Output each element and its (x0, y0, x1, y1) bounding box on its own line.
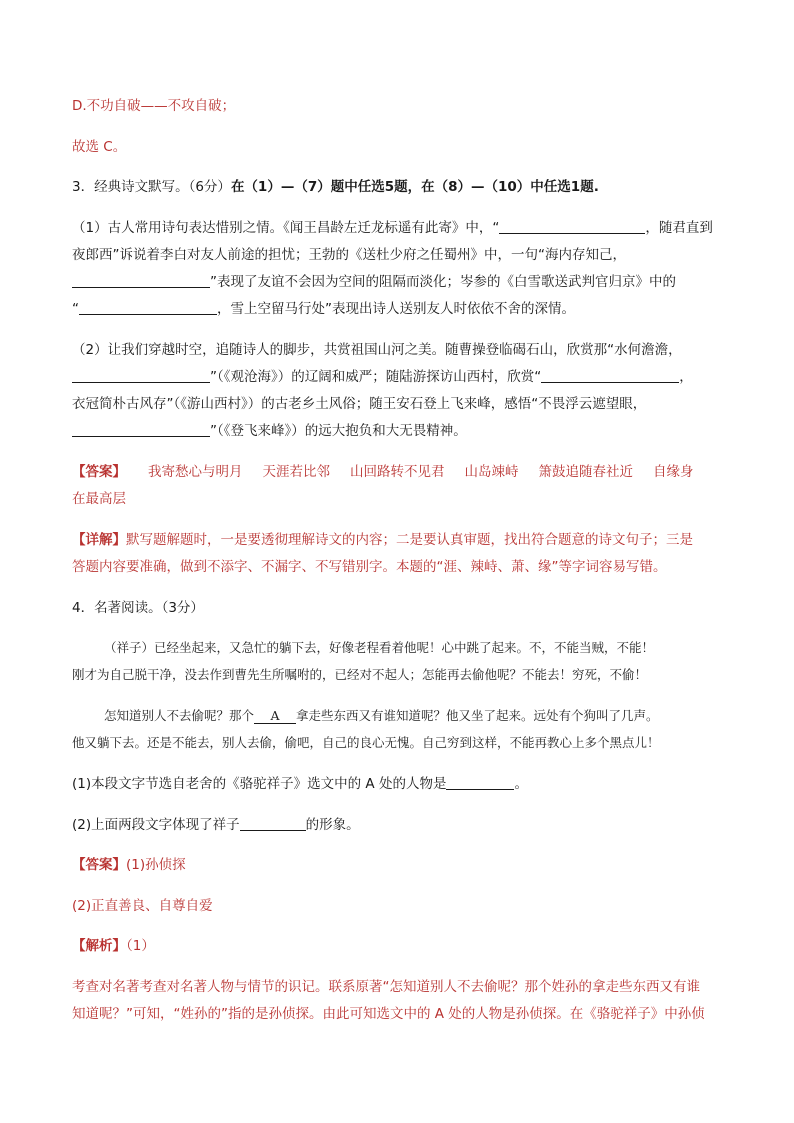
q3-p1-line1 (72, 218, 713, 238)
q3-answer-row (72, 462, 714, 482)
analysis-label: 【解析】 (72, 938, 126, 954)
q4-sub2-text: (2)上面两段文字体现了祥子 (72, 817, 240, 833)
q4-sub2-text: 的形象。 (305, 817, 360, 833)
q4-answer-2: (2)正直善良、自尊自爱 (72, 898, 213, 914)
question-3-heading-bold: 在（1）—（7）题中任选5题，在（8）—（10）中任选1题. (230, 179, 599, 195)
q3-p1-text: （1）古人常用诗句表达惜别之情。《闻王昌龄左迁龙标遥有此寄》中，“ (72, 220, 500, 236)
answer-item: 自缘身 (653, 464, 694, 480)
q3-p2-text: ”（《登飞来峰》）的远大抱负和大无畏精神。 (210, 423, 467, 439)
answer-item: 箫鼓追随春社近 (538, 464, 633, 480)
q4-answer-row (72, 855, 186, 875)
q3-p1-text: ，雪上空留马行处”表现出诗人送别友人时依依不舍的深情。 (217, 301, 575, 317)
quote-blank-a: A (254, 708, 296, 724)
q3-p1-text: “ (72, 301, 79, 317)
quote-text: 拿走些东西又有谁知道呢？他又坐了起来。远处有个狗叫了几声。 (296, 708, 659, 723)
question-4-heading: 4．名著阅读。（3分） (72, 600, 204, 616)
choice-line: 故选 C。 (72, 139, 127, 155)
q3-p1-line4 (72, 299, 575, 319)
q4-analysis-line2: 知道呢？”可知，“姓孙的”指的是孙侦探。由此可知选文中的 A 处的人物是孙侦探。在《骆驼祥子》中孙侦 (72, 1006, 705, 1022)
question-3-heading (72, 177, 599, 197)
detail-label: 【详解】 (72, 532, 126, 548)
q3-detail-line1 (72, 530, 693, 550)
q3-answer-continued: 在最高层 (72, 491, 126, 507)
answer-blank[interactable] (72, 368, 210, 383)
q4-sub1-text: (1)本段文字节选自老舍的《骆驼祥子》选文中的 A 处的人物是 (72, 776, 447, 792)
analysis-num: （1） (126, 938, 155, 954)
answer-item: 我寄愁心与明月 (148, 464, 243, 480)
answer-item: (1)孙侦探 (126, 857, 186, 873)
answer-blank[interactable] (499, 219, 645, 234)
q3-p1-line3 (72, 272, 676, 292)
answer-blank[interactable] (72, 273, 210, 288)
detail-text: 默写题解题时，一是要透彻理解诗文的内容；二是要认真审题，找出符合题意的诗文句子；三是 (126, 532, 693, 548)
q3-p1-text: ”表现了友谊不会因为空间的阻隔而淡化；岑参的《白雪歌送武判官归京》中的 (210, 274, 676, 290)
answer-label: 【答案】 (72, 857, 126, 873)
q4-analysis-line1: 考查对名著考查对名著人物与情节的识记。联系原著“怎知道别人不去偷呢？那个姓孙的拿走些东西又有谁 (72, 979, 700, 995)
q3-p1-text: ，随君直到 (645, 220, 713, 236)
answer-blank[interactable] (240, 816, 306, 831)
q4-sub1-text: 。 (514, 776, 528, 792)
answer-blank[interactable] (79, 300, 217, 315)
answer-blank[interactable] (72, 422, 210, 437)
q3-detail-line2: 答题内容要准确，做到不添字、不漏字、不写错别字。本题的“涯、辣峙、萧、缘”等字词容易写错。 (72, 559, 667, 575)
answer-item: 天涯若比邻 (262, 464, 330, 480)
answer-item: 山回路转不见君 (350, 464, 445, 480)
q4-analysis-heading (72, 936, 155, 956)
q3-p2-line4 (72, 421, 467, 441)
q3-p2-line3: 衣冠简朴古风存”（《游山西村》）的古老乡土风俗；随王安石登上飞来峰，感悟“不畏浮云遮望眼， (72, 396, 647, 412)
answer-item: 山岛竦峙 (464, 464, 519, 480)
quote-line: 刚才为自己脱干净，没去作到曹先生所嘱咐的，已经对不起人；怎能再去偷他呢？不能去！穷死，不偷！ (72, 667, 648, 682)
q4-sub2 (72, 815, 360, 835)
q3-p1-line2: 夜郎西”诉说着李白对友人前途的担忧；王勃的《送杜少府之任蜀州》中，一句“海内存知己， (72, 247, 626, 263)
q4-sub1 (72, 774, 528, 794)
option-d-line: D.不功自破——不攻自破； (72, 98, 236, 114)
quote-line: 他又躺下去。还是不能去，别人去偷，偷吧，自己的良心无愧。自己穷到这样，不能再教心上多个黑点儿！ (72, 735, 660, 750)
question-3-heading-normal: 3．经典诗文默写。（6分） (72, 179, 231, 195)
q3-p2-text: ， (679, 369, 693, 385)
answer-blank[interactable] (446, 775, 514, 790)
quote-line: （祥子）已经坐起来，又急忙的躺下去，好像老程看着他呢！心中跳了起来。不，不能当贼，不能！ (104, 640, 655, 655)
q3-p2-line2 (72, 367, 693, 387)
q3-p2-line1: （2）让我们穿越时空，追随诗人的脚步，共赏祖国山河之美。随曹操登临碣石山，欣赏那“水何澹澹， (72, 342, 682, 358)
quote-line (104, 706, 659, 726)
q3-p2-text: ”（《观沧海》）的辽阔和威严；随陆游探访山西村，欣赏“ (210, 369, 542, 385)
quote-text: 怎知道别人不去偷呢？那个 (104, 708, 255, 723)
answer-label: 【答案】 (72, 464, 126, 480)
answer-blank[interactable] (541, 368, 679, 383)
